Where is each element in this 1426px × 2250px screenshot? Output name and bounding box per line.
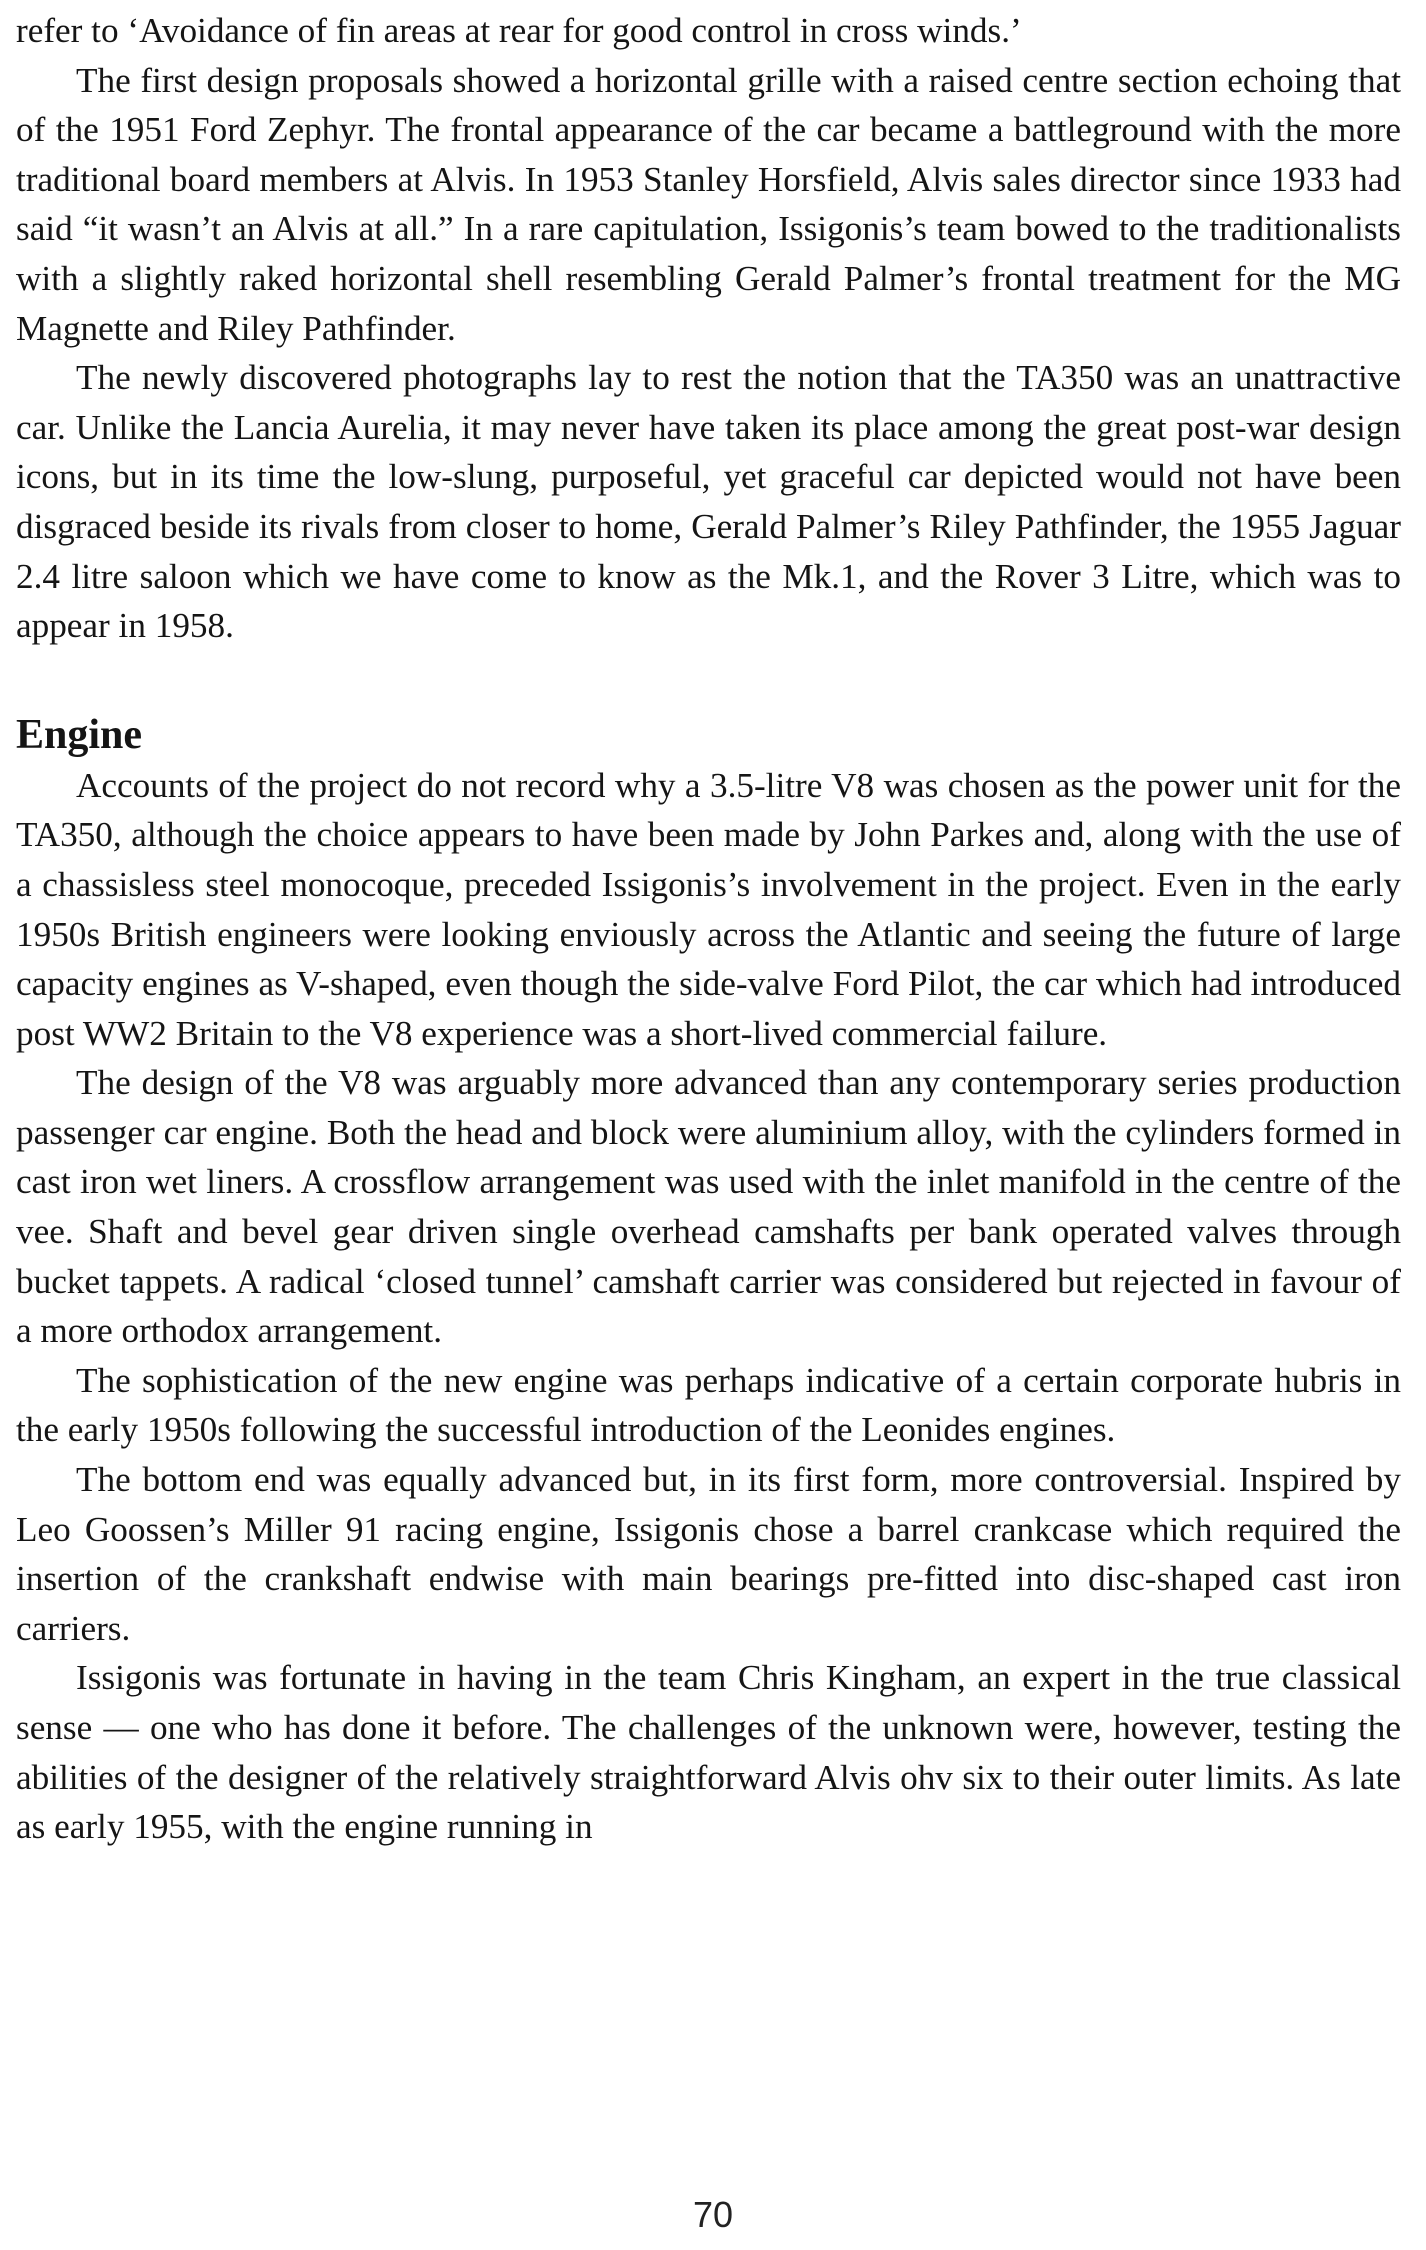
paragraph-photographs: The newly discovered photographs lay to rest the notion that the TA350 was an unattractive car. Unlike the Lancia Aurelia, it may never have taken its place among the great post-war design icons, but in its time the low-slung, purposeful, yet graceful car depicted would not have been disgraced beside its rivals from closer to home, Gerald Palmer’s Riley Pathfinder, the 1955 Jaguar 2.4 litre saloon which we have come to know as the Mk.1, and the Rover 3 Litre, which was to appear in 1958. xyxy=(16,358,1401,646)
continued-paragraph: refer to ‘Avoidance of fin areas at rear for good control in cross winds.’ xyxy=(16,11,1022,50)
section-heading-engine: Engine xyxy=(16,711,143,758)
paragraph-grille-design: The first design proposals showed a horizontal grille with a raised centre section echoing that of the 1951 Ford Zephyr. The frontal appearance of the car became a battleground with the more traditional board members at Alvis. In 1953 Stanley Horsfield, Alvis sales director since 1933 had said “it wasn’t an Alvis at all.” In a rare capitulation, Issigonis’s team bowed to the traditionalists with a slightly raked horizontal shell resembling Gerald Palmer’s frontal treatment for the MG Magnette and Riley Pathfinder. xyxy=(16,60,1401,348)
paragraph-bottom-end: The bottom end was equally advanced but, in its first form, more controversial. Inspired by Leo Goossen’s Miller 91 racing engine, Issigonis chose a barrel crankcase which required the insertion of the crankshaft endwise with main bearings pre-fitted into disc-shaped cast iron carriers. xyxy=(16,1460,1401,1648)
paragraph-v8-design: The design of the V8 was arguably more advanced than any contemporary series production passenger car engine. Both the head and block were aluminium alloy, with the cylinders formed in cast iron wet liners. A crossflow arrangement was used with the inlet manifold in the centre of the vee. Shaft and bevel gear driven single overhead camshafts per bank operated valves through bucket tappets. A radical ‘closed tunnel’ camshaft carrier was considered but rejected in favour of a more orthodox arrangement. xyxy=(16,1063,1401,1351)
paragraph-kingham: Issigonis was fortunate in having in the team Chris Kingham, an expert in the true classical sense — one who has done it before. The challenges of the unknown were, however, testing the abilities of the designer of the relatively straightforward Alvis ohv six to their outer limits. As late as early 1955, with the engine running in xyxy=(16,1658,1401,1847)
page-body xyxy=(16,6,1401,1852)
page-number: 70 xyxy=(692,2194,734,2235)
paragraph-sophistication: The sophistication of the new engine was perhaps indicative of a certain corporate hubris in the early 1950s following the successful introduction of the Leonides engines. xyxy=(16,1360,1401,1450)
paragraph-v8-choice: Accounts of the project do not record why a 3.5-litre V8 was chosen as the power unit for the TA350, although the choice appears to have been made by John Parkes and, along with the use of a chassisless steel monocoque, preceded Issigonis’s involvement in the project. Even in the early 1950s British engineers were looking enviously across the Atlantic and seeing the future of large capacity engines as V-shaped, even though the side-valve Ford Pilot, the car which had introduced post WW2 Britain to the V8 experience was a short-lived commercial failure. xyxy=(16,765,1401,1053)
